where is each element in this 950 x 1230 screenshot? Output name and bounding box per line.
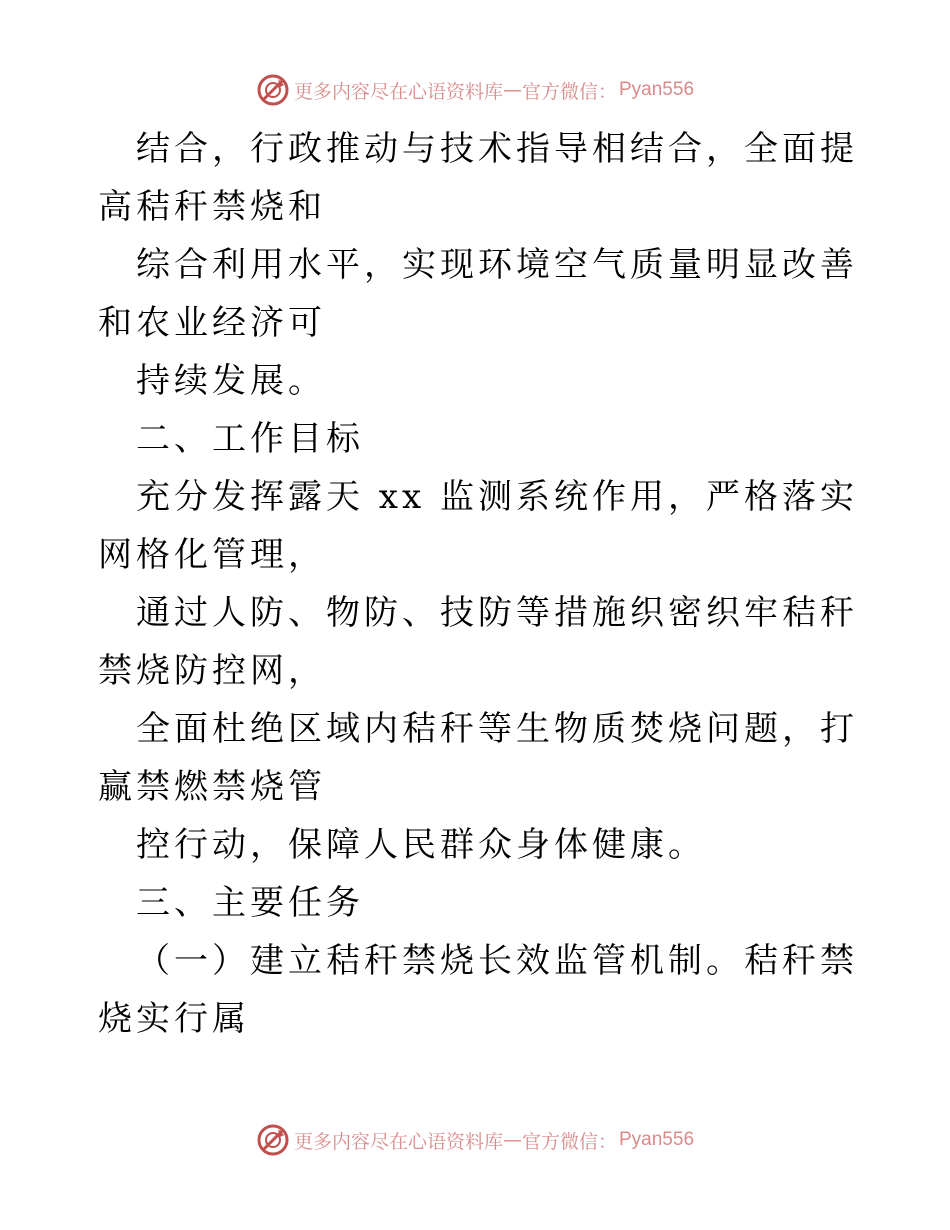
paragraph: 持续发展。 xyxy=(136,361,326,401)
section-heading: 三、主要任务 xyxy=(136,883,364,923)
logo-icon xyxy=(256,73,290,107)
paragraph: （一）建立秸秆禁烧长效监管机制。秸秆禁烧实行属 xyxy=(98,941,858,1039)
watermark-separator: — xyxy=(502,1129,522,1151)
document-body xyxy=(98,120,858,1048)
footer-watermark xyxy=(0,1120,950,1160)
header-watermark xyxy=(0,70,950,110)
watermark-suffix: 官方微信： xyxy=(521,1130,617,1153)
logo-icon xyxy=(256,1123,290,1157)
watermark-text: 更多内容尽在心语资料库 xyxy=(293,1130,503,1153)
paragraph: 全面杜绝区域内秸秆等生物质焚烧问题，打赢禁燃禁烧管 xyxy=(98,709,858,807)
watermark-separator: — xyxy=(502,79,522,101)
watermark-text: 更多内容尽在心语资料库 xyxy=(293,80,503,103)
section-heading: 二、工作目标 xyxy=(136,419,364,459)
paragraph: 通过人防、物防、技防等措施织密织牢秸秆禁烧防控网， xyxy=(98,593,858,691)
paragraph: 综合利用水平，实现环境空气质量明显改善和农业经济可 xyxy=(98,245,858,343)
paragraph: 结合，行政推动与技术指导相结合，全面提高秸秆禁烧和 xyxy=(98,129,858,227)
watermark-suffix: 官方微信： xyxy=(521,80,617,103)
paragraph: 控行动，保障人民群众身体健康。 xyxy=(136,825,706,865)
watermark-id: Pyan556 xyxy=(619,79,695,100)
paragraph: 充分发挥露天 xx 监测系统作用，严格落实网格化管理， xyxy=(98,477,858,575)
watermark-id: Pyan556 xyxy=(619,1129,695,1150)
